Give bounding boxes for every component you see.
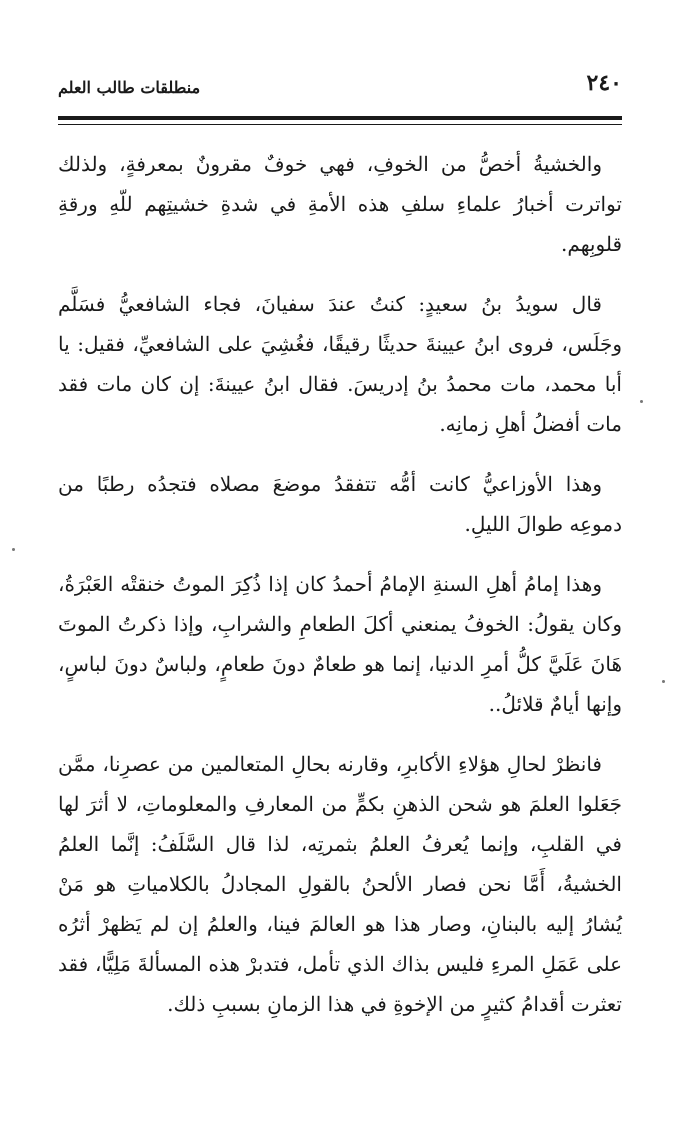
page-header xyxy=(58,70,622,110)
header-rule-thin xyxy=(58,124,622,125)
body-text xyxy=(58,144,622,1024)
scan-speck xyxy=(12,548,15,551)
header-rule-thick xyxy=(58,116,622,120)
paragraph: وهذا إمامُ أهلِ السنةِ الإمامُ أحمدُ كان إذا ذُكِرَ الموتُ خنقتْه العَبْرَةُ، وكان يقولُ: الخوفُ يمنعني أكلَ الطعامِ والشرابِ، وإذا ذكرتُ الموتَ هَانَ عَلَيَّ كلُّ أمرِ الدنيا، إنما هو طعامٌ دونَ طعامٍ، ولباسٌ دونَ لباسٍ، وإنها أيامٌ قلائلُ.. xyxy=(58,572,622,716)
scan-speck xyxy=(662,680,665,683)
paragraph: فانظرْ لحالِ هؤلاءِ الأكابرِ، وقارنه بحالِ المتعالمين من عصرِنا، ممَّن جَعَلوا العلمَ هو شحن الذهنِ بكمٍّ من المعارفِ والمعلوماتِ، لا أثرَ لها في القلبِ، وإنما يُعرفُ العلمُ بثمرتِه، لذا قال السَّلَفُ: إنَّما العلمُ الخشيةُ، أَمَّا نحن فصار الألحنُ بالقولِ المجادلُ بالكلامياتِ هو مَنْ يُشارُ إليه بالبنانِ، وصار هذا هو العالمَ فينا، والعلمُ إن لم يَظهرْ أثرُه على عَمَلِ المرءِ فليس بذاك الذي تأمل، فتدبرْ هذه المسألةَ مَلِيًّا، فقد تعثرت أقدامُ كثيرٍ من الإخوةِ في هذا الزمانِ بسببِ ذلك. xyxy=(58,752,622,1016)
running-title: منطلقات طالب العلم xyxy=(58,78,201,97)
paragraph: وهذا الأوزاعيُّ كانت أمُّه تتفقدُ موضعَ مصلاه فتجدُه رطبًا من دموعِه طوالَ الليلِ. xyxy=(58,472,622,536)
paragraph: قال سويدُ بنُ سعيدٍ: كنتُ عندَ سفيانَ، فجاء الشافعيُّ فسَلَّم وجَلَس، فروى ابنُ عيينةَ حديثًا رقيقًا، فغُشِيَ على الشافعيِّ، فقيل: يا أبا محمد، مات محمدُ بنُ إدريسَ. فقال ابنُ عيينةَ: إن كان مات فقد مات أفضلُ أهلِ زمانِه. xyxy=(58,292,622,436)
scan-speck xyxy=(640,400,643,403)
paragraph: والخشيةُ أخصُّ من الخوفِ، فهي خوفٌ مقرونٌ بمعرفةٍ، ولذلك تواترت أخبارُ علماءِ سلفِ هذه الأمةِ في شدةِ خشيتِهم للّهِ ورقةِ قلوبِهم. xyxy=(58,152,622,256)
page-number: ٢٤٠ xyxy=(586,70,622,96)
